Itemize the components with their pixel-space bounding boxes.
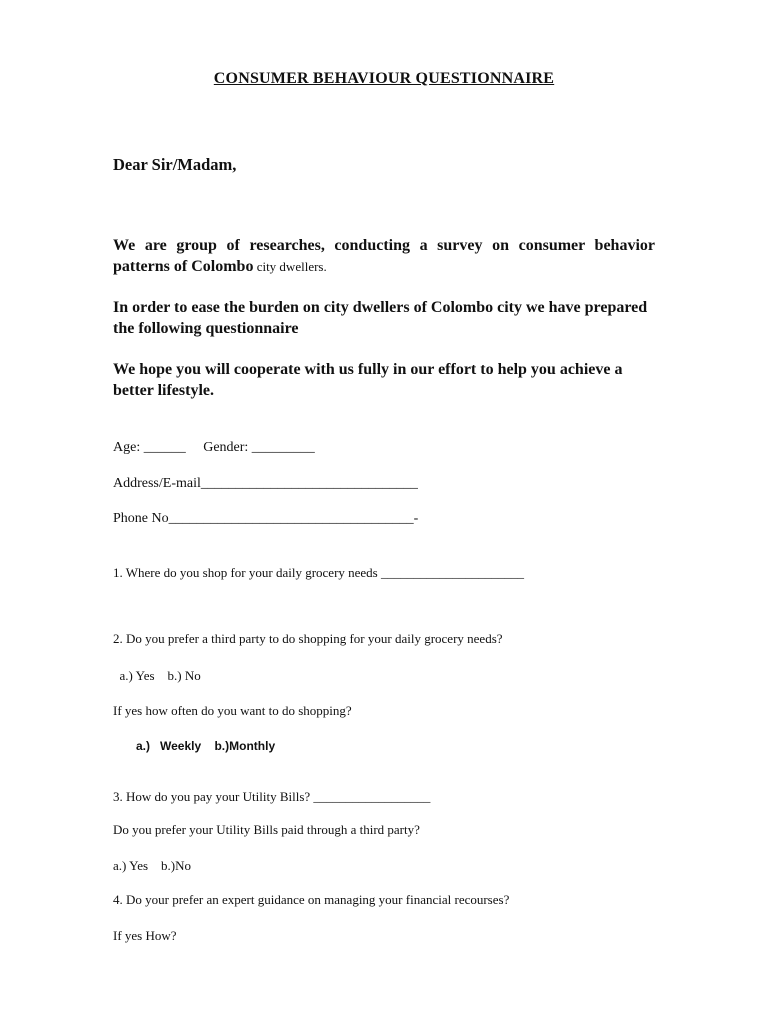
- document-title: CONSUMER BEHAVIOUR QUESTIONNAIRE: [213, 70, 555, 87]
- question-4: 4. Do your prefer an expert guidance on managing your financial recourses?: [113, 892, 510, 907]
- question-3: 3. How do you pay your Utility Bills? __________________: [113, 789, 431, 804]
- question-2-options[interactable]: a.) Yes b.) No: [113, 668, 201, 683]
- intro-paragraph-1: [113, 235, 655, 277]
- age-gender-field[interactable]: Age: ______ Gender: _________: [113, 440, 315, 455]
- address-email-field[interactable]: Address/E-mail_______________________________: [113, 476, 418, 491]
- phone-field[interactable]: Phone No___________________________________-: [113, 511, 419, 526]
- question-1: 1. Where do you shop for your daily grocery needs ______________________: [113, 565, 524, 580]
- question-2-follow-up: If yes how often do you want to do shopping?: [113, 703, 352, 718]
- question-2-follow-up-options[interactable]: a.) Weekly b.)Monthly: [136, 739, 276, 753]
- intro-paragraph-1-light: city dwellers.: [253, 259, 327, 274]
- question-3-options[interactable]: a.) Yes b.)No: [113, 858, 191, 873]
- question-2: 2. Do you prefer a third party to do shopping for your daily grocery needs?: [113, 631, 503, 646]
- intro-paragraph-2: In order to ease the burden on city dwellers of Colombo city we have prepared the following questionnaire: [113, 299, 648, 337]
- question-3-follow-up: Do you prefer your Utility Bills paid through a third party?: [113, 822, 420, 837]
- intro-paragraph-3: We hope you will cooperate with us fully in our effort to help you achieve a better lifestyle.: [113, 361, 623, 399]
- question-4-follow-up: If yes How?: [113, 928, 177, 943]
- salutation: Dear Sir/Madam,: [113, 155, 237, 174]
- intro-paragraph-1-bold: We are group of researches, conducting a survey on consumer behavior patterns of Colombo: [113, 237, 655, 275]
